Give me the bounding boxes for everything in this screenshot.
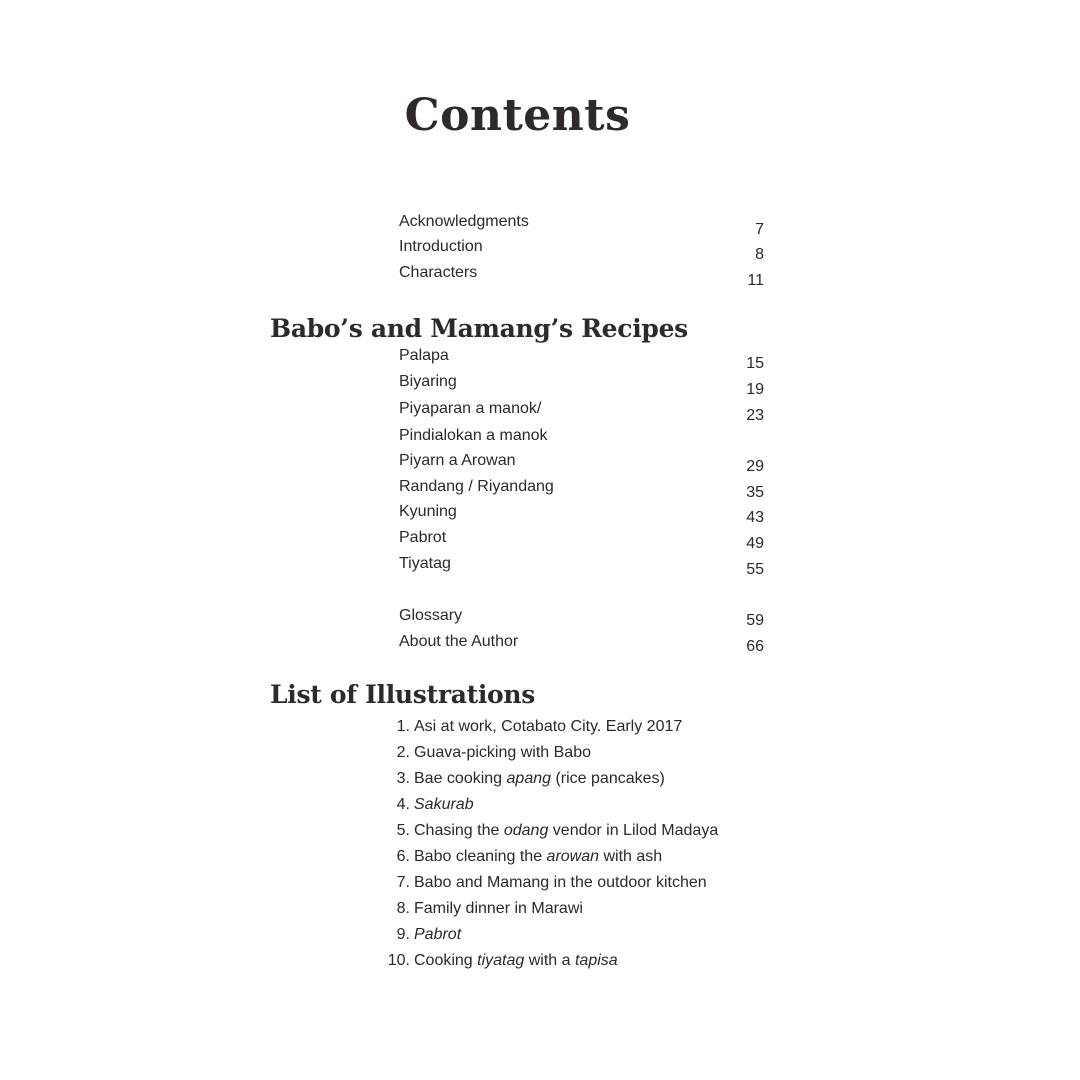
illustration-caption-pre: Family dinner in Marawi [414,900,583,917]
illustration-number: 3. [396,770,410,787]
illustration-item [380,743,591,763]
section-heading-illustrations: List of Illustrations [270,680,536,709]
toc-entry-glossary: Glossary [399,607,463,624]
toc-entry-biyaring: Biyaring [399,373,457,390]
illustration-item [380,873,707,893]
toc-entry-pabrot: Pabrot [399,529,447,546]
toc-entry-tiyatag: Tiyatag [399,555,451,572]
toc-page-number: 55 [746,561,764,578]
illustration-number: 10. [387,952,410,969]
toc-page-number: 7 [755,221,764,238]
toc-entry-palapa: Palapa [399,347,449,364]
illustration-caption-post: with ash [599,848,663,865]
illustration-number: 4. [396,796,410,813]
toc-entry-piyarn-a-arowan: Piyarn a Arowan [399,452,516,469]
illustration-caption-post: (rice pancakes) [551,770,665,787]
toc-page-number: 43 [746,509,764,526]
illustration-caption-em: odang [503,822,549,839]
toc-page-number: 29 [746,458,764,475]
illustration-caption-pre: Cooking [414,952,478,969]
illustration-number: 7. [396,874,410,891]
illustration-caption-em: Pabrot [414,926,462,943]
illustration-number: 1. [396,718,410,735]
illustration-item [380,899,583,919]
toc-entry-introduction: Introduction [399,238,483,255]
illustration-caption-pre: Babo and Mamang in the outdoor kitchen [414,874,707,891]
toc-entry-piyaparan: Piyaparan a manok/ [399,400,542,417]
toc-page-number: 19 [746,381,764,398]
toc-page-number: 35 [746,484,764,501]
toc-page-number: 15 [746,355,764,372]
toc-page-number: 49 [746,535,764,552]
page-title: Contents [404,90,631,141]
illustration-caption-em: Sakurab [414,796,474,813]
toc-entry-randang: Randang / Riyandang [399,478,554,495]
illustration-item [380,821,718,841]
illustration-number: 8. [396,900,410,917]
illustration-item [380,717,682,737]
illustration-caption-em: arowan [546,848,600,865]
illustration-item [380,951,618,971]
toc-page-number: 8 [755,246,764,263]
illustration-caption-post: vendor in Lilod Madaya [548,822,719,839]
illustration-caption-em: apang [506,770,552,787]
illustration-caption-em2: tapisa [574,952,618,969]
illustration-caption-pre: Guava-picking with Babo [414,744,591,761]
illustration-caption-pre: Chasing the [414,822,504,839]
illustration-caption-pre: Bae cooking [414,770,507,787]
illustration-item [380,795,474,815]
toc-entry-acknowledgments: Acknowledgments [399,213,529,230]
illustration-caption-pre: Asi at work, Cotabato City. Early 2017 [414,718,683,735]
toc-page-number: 59 [746,612,764,629]
toc-entry-pindialokan: Pindialokan a manok [399,427,548,444]
toc-page-number: 66 [746,638,764,655]
toc-page-number: 11 [747,272,764,289]
section-heading-recipes: Babo’s and Mamang’s Recipes [270,314,688,343]
illustration-caption-em: tiyatag [477,952,525,969]
toc-entry-about-the-author: About the Author [399,633,519,650]
illustration-caption-pre: Babo cleaning the [414,848,547,865]
illustration-item [380,847,662,867]
toc-entry-characters: Characters [399,264,478,281]
illustration-number: 9. [396,926,410,943]
illustration-item [380,925,461,945]
illustration-item [380,769,665,789]
illustration-number: 5. [396,822,410,839]
toc-entry-kyuning: Kyuning [399,503,457,520]
illustration-number: 2. [396,744,410,761]
toc-page-number: 23 [746,407,764,424]
illustration-number: 6. [396,848,410,865]
illustration-caption-post: with a [524,952,575,969]
